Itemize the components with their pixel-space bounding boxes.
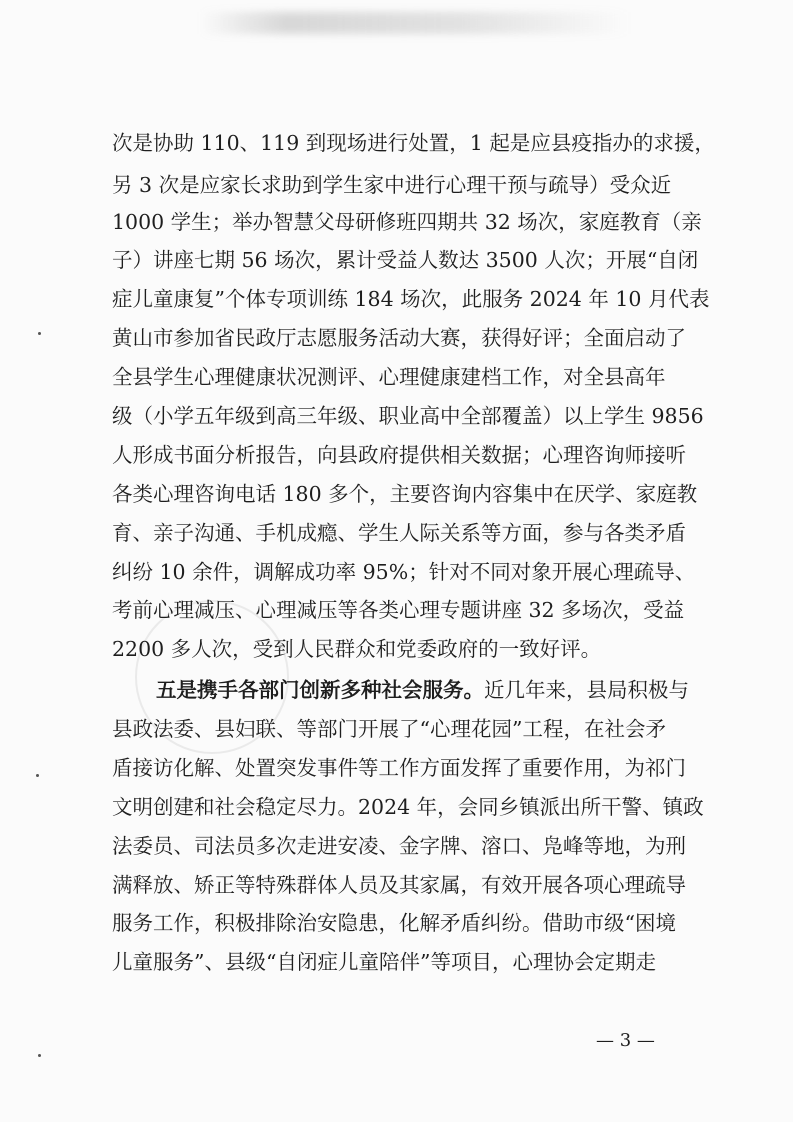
scan-bleed-through [200,12,630,34]
scan-speck [38,332,41,335]
paragraph-line: 儿童服务”、县级“自闭症儿童陪伴”等项目，心理协会定期走 [112,950,656,974]
section5-heading: 五是携手各部门创新多种社会服务。 [156,678,484,702]
paragraph-line: 人形成书面分析报告，向县政府提供相关数据；心理咨询师接听 [112,443,686,467]
paragraph-line: 考前心理减压、心理减压等各类心理专题讲座 32 多场次，受益 [112,598,685,622]
paragraph-line: 级（小学五年级到高三年级、职业高中全部覆盖）以上学生 9856 [112,404,704,428]
paragraph-line: 另 3 次是应家长求助到学生家中进行心理干预与疏导）受众近 [112,173,672,197]
page-number: — 3 — [596,1030,655,1051]
paragraph-line: 法委员、司法员多次走进安凌、金字牌、溶口、凫峰等地，为刑 [112,834,686,858]
paragraph-line: 2200 多人次，受到人民群众和党委政府的一致好评。 [112,637,602,661]
paragraph-line: 1000 学生；举办智慧父母研修班四期共 32 场次，家庭教育（亲 [112,210,702,234]
paragraph-line: 全县学生心理健康状况测评、心理健康建档工作，对全县高年 [112,365,666,389]
paragraph-line: 满释放、矫正等特殊群体人员及其家属，有效开展各项心理疏导 [112,873,686,897]
section5-first-line [156,675,689,705]
scan-speck [38,1054,41,1057]
paragraph-line: 县政法委、县妇联、等部门开展了“心理花园”工程，在社会矛 [112,717,666,741]
paragraph-line: 文明创建和社会稳定尽力。2024 年，会同乡镇派出所干警、镇政 [112,795,704,819]
paragraph-line: 黄山市参加省民政厅志愿服务活动大赛，获得好评；全面启动了 [112,326,686,350]
paragraph-line: 育、亲子沟通、手机成瘾、学生人际关系等方面，参与各类矛盾 [112,521,686,545]
paragraph-line: 服务工作，积极排除治安隐患，化解矛盾纠纷。借助市级“困境 [112,911,676,935]
section5-first-line-text: 近几年来，县局积极与 [484,678,689,702]
paragraph-line: 各类心理咨询电话 180 多个，主要咨询内容集中在厌学、家庭教 [112,482,698,506]
paragraph-line: 症儿童康复”个体专项训练 184 场次，此服务 2024 年 10 月代表 [112,287,710,311]
paragraph-line: 纠纷 10 余件，调解成功率 95%；针对不同对象开展心理疏导、 [112,560,696,584]
paragraph-line: 次是协助 110、119 到现场进行处置，1 起是应县疫指办的求援， [112,131,715,155]
paragraph-line: 子）讲座七期 56 场次，累计受益人数达 3500 人次；开展“自闭 [112,248,699,272]
paragraph-line: 盾接访化解、处置突发事件等工作方面发挥了重要作用，为祁门 [112,756,686,780]
scan-speck [36,774,39,777]
